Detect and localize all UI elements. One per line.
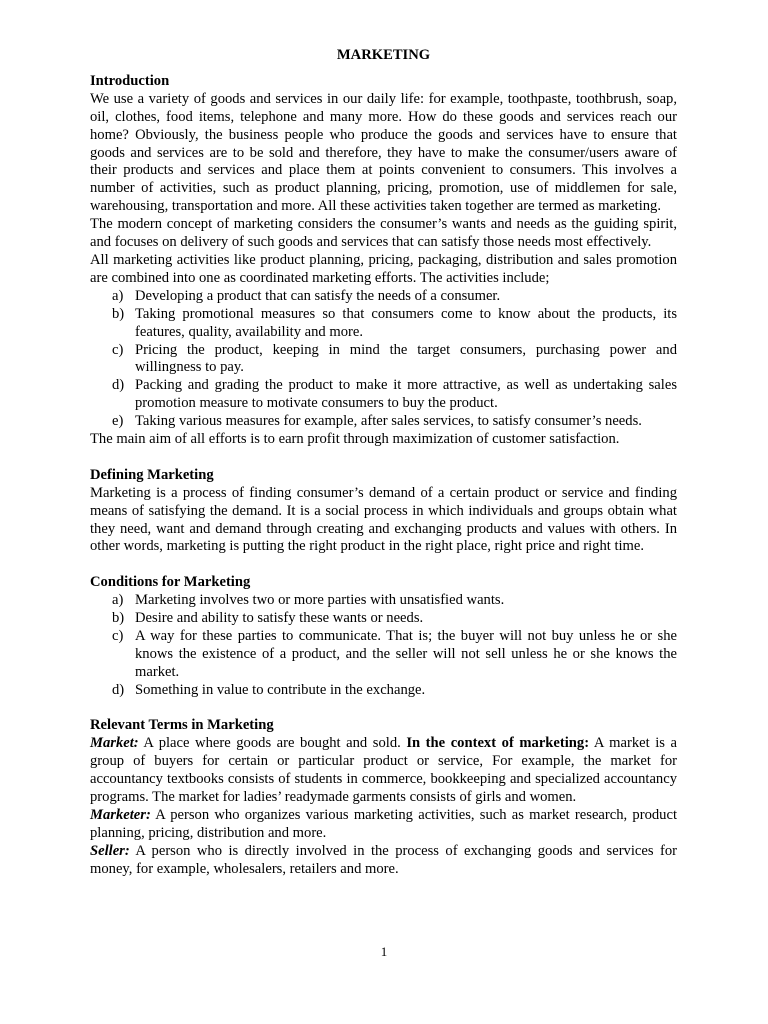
section-spacer xyxy=(90,700,677,718)
intro-paragraph-4: The main aim of all efforts is to earn profit through maximization of customer satisfaction. xyxy=(90,431,620,448)
list-item-text: Taking promotional measures so that consumers come to know about the products, its features, quality, availability and more. xyxy=(135,305,677,340)
term-label: Market: xyxy=(90,735,139,752)
activities-list xyxy=(90,288,677,431)
list-item xyxy=(90,306,677,342)
list-item-text: Desire and ability to satisfy these wants or needs. xyxy=(135,610,424,627)
list-marker: a) xyxy=(112,592,124,609)
term-text: A market is a group of buyers for certain or particular product or service, For example, the market for accountancy textbooks consists of students in commerce, bookkeeping and specialized accountancy programs. The market for ladies’ readymade garments consists of girls and women. xyxy=(90,735,677,806)
list-item xyxy=(90,413,677,431)
list-item xyxy=(90,610,677,628)
term-market xyxy=(90,735,677,807)
list-marker: e) xyxy=(112,413,124,430)
term-text: A person who organizes various marketing activities, such as market research, product planning, pricing, distribution and more. xyxy=(90,807,677,841)
list-item xyxy=(90,682,677,700)
term-context-label: In the context of marketing: xyxy=(406,735,590,752)
page-content xyxy=(90,47,677,879)
list-item-text: Developing a product that can satisfy the needs of a consumer. xyxy=(135,287,501,304)
list-marker: d) xyxy=(112,681,125,698)
conditions-list xyxy=(90,592,677,699)
list-marker: b) xyxy=(112,610,125,627)
term-marketer xyxy=(90,807,677,843)
intro-paragraph-2: The modern concept of marketing considers the consumer’s wants and needs as the guiding spirit, and focuses on delivery of such goods and services that can satisfy those needs most effectively. xyxy=(90,216,677,251)
list-item xyxy=(90,288,677,306)
intro-paragraph-3: All marketing activities like product planning, pricing, packaging, distribution and sales promotion are combined into one as coordinated marketing efforts. The activities include; xyxy=(90,251,677,286)
list-item-text: Taking various measures for example, after sales services, to satisfy consumer’s needs. xyxy=(135,413,642,430)
list-marker: a) xyxy=(112,287,124,304)
list-marker: d) xyxy=(112,377,125,394)
list-item xyxy=(90,592,677,610)
page-title: MARKETING xyxy=(336,47,431,63)
term-label: Marketer: xyxy=(90,807,151,824)
list-item-text: Packing and grading the product to make it more attractive, as well as undertaking sales promotion measure to motivate consumers to buy the product. xyxy=(135,377,677,412)
term-label: Seller: xyxy=(90,842,130,859)
intro-paragraph-1: We use a variety of goods and services in our daily life: for example, toothpaste, toothbrush, soap, oil, clothes, food items, telephone and many more. How do these goods and services reach our home? Obviously, the business people who produce the goods and services have to ensure that goods and services are to be sold and therefore, they have to make the consumer/users aware of their products and services and place them at points convenient to consumers. This involves a number of activities, such as product planning, pricing, promotion, use of middlemen for sale, warehousing, transportation and more. All these activities taken together are termed as marketing. xyxy=(90,90,677,215)
section-spacer xyxy=(90,449,677,467)
list-item-text: Pricing the product, keeping in mind the target consumers, purchasing power and willingness to pay. xyxy=(135,341,677,376)
list-item-text: A way for these parties to communicate. That is; the buyer will not buy unless he or she knows the existence of a product, and the seller will not sell unless he or she knows the market. xyxy=(135,627,677,680)
list-item xyxy=(90,377,677,413)
list-item xyxy=(90,342,677,378)
section-heading-conditions: Conditions for Marketing xyxy=(90,574,251,591)
term-seller xyxy=(90,843,677,879)
page-number: 1 xyxy=(380,944,388,959)
term-text: A person who is directly involved in the process of exchanging goods and services for money, for example, wholesalers, retailers and more. xyxy=(90,842,677,877)
list-marker: b) xyxy=(112,305,125,322)
list-marker: c) xyxy=(112,341,124,358)
section-spacer xyxy=(90,556,677,574)
section-heading-defining: Defining Marketing xyxy=(90,466,214,483)
term-text: A place where goods are bought and sold. xyxy=(138,735,407,752)
list-item-text: Something in value to contribute in the exchange. xyxy=(135,681,426,698)
list-marker: c) xyxy=(112,627,124,644)
section-heading-introduction: Introduction xyxy=(90,72,170,89)
list-item-text: Marketing involves two or more parties with unsatisfied wants. xyxy=(135,592,505,609)
defining-paragraph: Marketing is a process of finding consumer’s demand of a certain product or service and finding means of satisfying the demand. It is a social process in which individuals and groups obtain what they need, want and demand through creating and exchanging products and values with others. In other words, marketing is putting the right product in the right place, right price and right time. xyxy=(90,484,677,555)
list-item xyxy=(90,628,677,682)
section-heading-terms: Relevant Terms in Marketing xyxy=(90,717,274,734)
